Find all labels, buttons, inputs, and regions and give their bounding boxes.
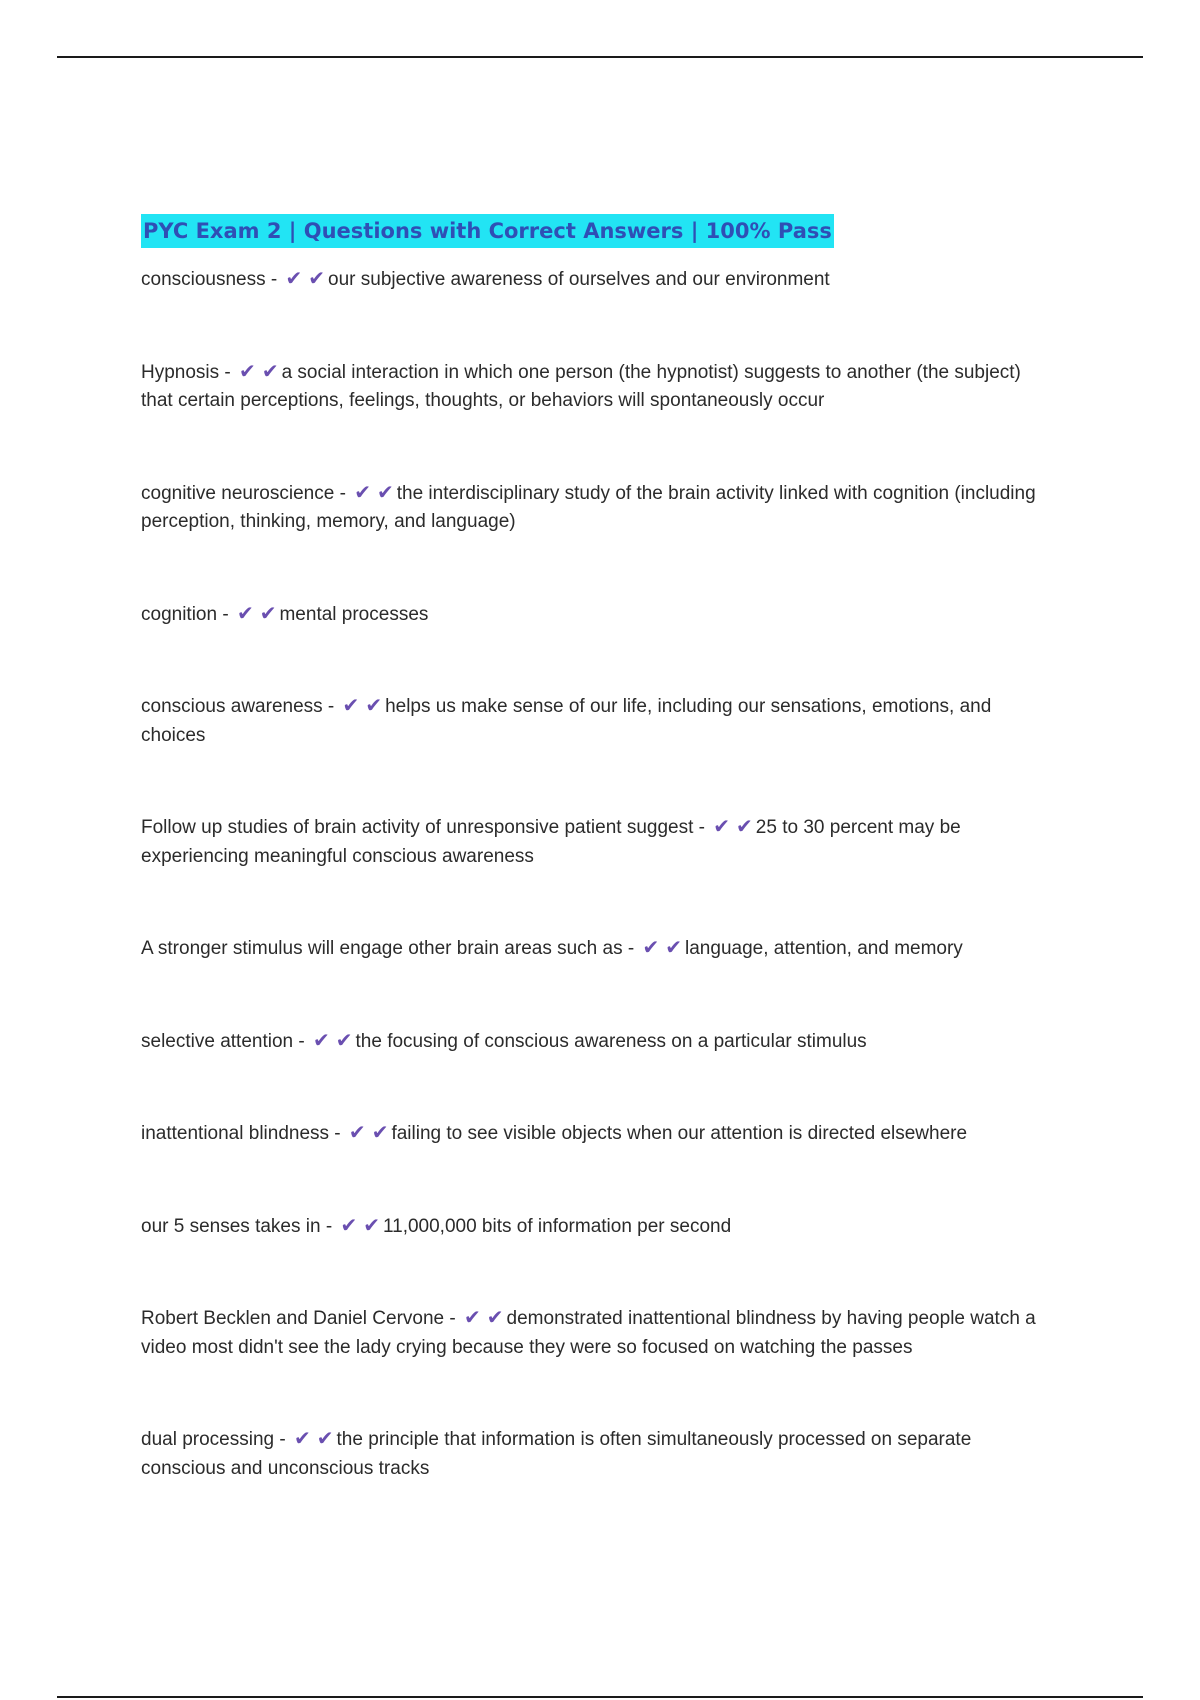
footer-rule xyxy=(57,1696,1143,1698)
term: dual processing xyxy=(141,1429,275,1450)
separator: - xyxy=(334,482,352,504)
check-icon: ✔ xyxy=(342,693,360,717)
definition: 11,000,000 bits of information per second xyxy=(382,1215,732,1237)
check-icon: ✔ xyxy=(259,600,277,625)
definition: language, attention, and memory xyxy=(685,938,963,959)
check-icon: ✔ xyxy=(239,358,256,383)
check-icon: ✔ xyxy=(363,1212,380,1237)
term: cognition xyxy=(141,603,218,625)
separator: - xyxy=(217,603,234,625)
qa-entry xyxy=(141,1026,1041,1057)
check-icon: ✔ xyxy=(464,1305,481,1329)
term: Follow up studies of brain activity of unresponsive patient suggest xyxy=(141,817,694,838)
check-icon: ✔ xyxy=(713,814,731,838)
term: our 5 senses takes in xyxy=(141,1215,321,1237)
term: Hypnosis xyxy=(141,361,220,383)
check-icon: ✔ xyxy=(354,479,371,504)
definition: the focusing of conscious awareness on a particular stimulus xyxy=(355,1030,867,1052)
check-icon: ✔ xyxy=(376,479,394,504)
check-icon: ✔ xyxy=(285,266,303,290)
term: A stronger stimulus will engage other brain areas such as xyxy=(141,938,623,959)
qa-entry xyxy=(141,1424,1041,1483)
check-icon: ✔ xyxy=(642,935,660,959)
check-icon: ✔ xyxy=(665,935,683,959)
qa-entry xyxy=(141,478,1041,537)
qa-entry xyxy=(141,933,1041,964)
qa-entry xyxy=(141,1211,1041,1242)
check-icon: ✔ xyxy=(293,1426,311,1450)
check-icon: ✔ xyxy=(308,266,326,290)
separator: - xyxy=(320,1215,338,1237)
check-icon: ✔ xyxy=(316,1426,334,1450)
qa-entry xyxy=(141,691,1041,750)
term: inattentional blindness xyxy=(141,1123,330,1144)
definition: the interdisciplinary study of the brain activity linked with cognition (including perception, thinking, memory, and language) xyxy=(141,482,1036,532)
document-body xyxy=(141,214,1041,1483)
check-icon: ✔ xyxy=(365,693,383,717)
document-title: PYC Exam 2 | Questions with Correct Answers | 100% Pass xyxy=(141,214,834,248)
definition: mental processes xyxy=(279,603,429,625)
qa-entry xyxy=(141,357,1041,416)
definition: a social interaction in which one person (the hypnotist) suggests to another (the subject) that certain perceptions, feelings, thoughts, or behaviors will spontaneously occur xyxy=(141,361,1021,411)
check-icon: ✔ xyxy=(261,358,279,383)
definition: demonstrated inattentional blindness by having people watch a video most didn't see the lady crying because they were so focused on watching the passes xyxy=(141,1308,1036,1358)
term: selective attention xyxy=(141,1030,294,1052)
check-icon: ✔ xyxy=(340,1212,358,1237)
definition: our subjective awareness of ourselves and our environment xyxy=(328,269,830,290)
separator: - xyxy=(265,269,283,290)
check-icon: ✔ xyxy=(335,1027,353,1052)
separator: - xyxy=(329,1123,346,1144)
separator: - xyxy=(444,1308,462,1329)
header-rule xyxy=(57,56,1143,58)
term: conscious awareness xyxy=(141,696,323,717)
check-icon: ✔ xyxy=(348,1120,366,1144)
check-icon: ✔ xyxy=(371,1120,389,1144)
check-icon: ✔ xyxy=(486,1305,504,1329)
qa-entry xyxy=(141,264,1041,295)
separator: - xyxy=(219,361,237,383)
separator: - xyxy=(622,938,640,959)
term: Robert Becklen and Daniel Cervone xyxy=(141,1308,445,1329)
separator: - xyxy=(322,696,340,717)
qa-entry xyxy=(141,1118,1041,1149)
definition: failing to see visible objects when our attention is directed elsewhere xyxy=(391,1123,968,1144)
term: cognitive neuroscience xyxy=(141,482,335,504)
term: consciousness xyxy=(141,269,266,290)
qa-entry xyxy=(141,599,1041,630)
check-icon: ✔ xyxy=(736,814,753,838)
check-icon: ✔ xyxy=(312,1027,330,1052)
separator: - xyxy=(293,1030,310,1052)
separator: - xyxy=(693,817,711,838)
check-icon: ✔ xyxy=(236,600,254,625)
definition: 25 to 30 percent may be experiencing meaningful conscious awareness xyxy=(141,817,961,867)
qa-entry xyxy=(141,812,1041,871)
qa-entry xyxy=(141,1303,1041,1362)
separator: - xyxy=(274,1429,291,1450)
definition: helps us make sense of our life, including our sensations, emotions, and choices xyxy=(141,696,992,746)
definition: the principle that information is often simultaneously processed on separate conscious and unconscious tracks xyxy=(141,1429,972,1479)
